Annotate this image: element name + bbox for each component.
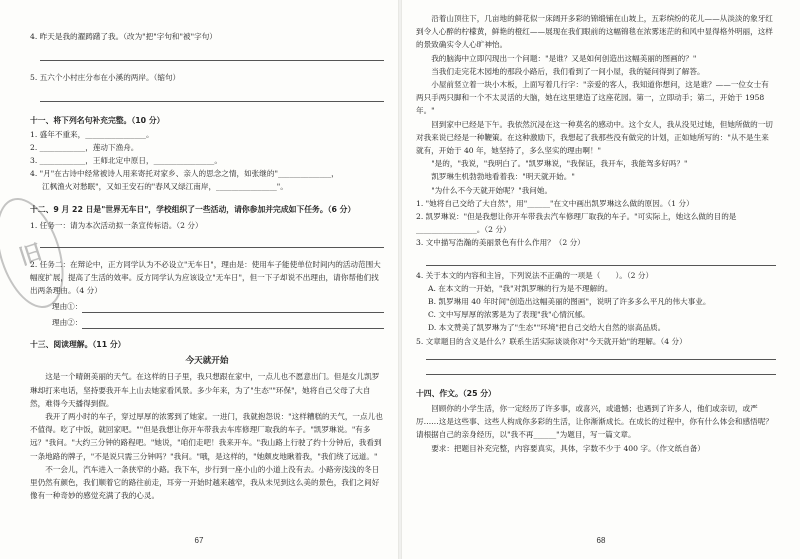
article-paragraph: 我开了两小时的车子，穿过厚厚的浓雾到了她家。一进门，我就抱怨说："这样糟糕的天气，一点儿也不值得。吃了中饭，就回家吧。""但是我想让你开车带我去车库修理厂取我的车子。"凯罗琳说。"有多远？"我问。"大约三分钟的路程吧。"她说，"咱们走吧！我来开车。"我山路上行驶了约十分钟后，我看到一条地路的牌子，"不是说只需三分钟吗？"我问。"哦，是这样的，"她颇皮地瞅着我，"我们绕了远道。" [30,412,383,461]
section-13-heading: 十三、阅读理解。（11 分） [30,340,126,350]
article-paragraph: 当我们走完花木园地的那段小路后，我们看到了一间小屋，我的疑问得到了解答。 [431,66,705,76]
article-paragraph: 不一会儿，汽车进入一条狭窄的小路。我下车，步行到一座小山的小道上没有去。小路旁浅浅的冬日里仍然有颜色，我们顺着它的路往前走，耳旁一开始时越来越窄，我从未见到这么美的景色，我们之间好像有一种奇妙的感觉充满了我的心灵。 [30,464,380,501]
library-stamp: 旧 [0,190,76,317]
page-number: 67 [194,536,204,545]
answer-line[interactable] [40,90,384,102]
question-5: 5. 五六个小村庄分布在小溪的两岸。（缩句） [30,73,181,83]
essay-requirement: 要求：把题目补充完整，内容要真实，具体，字数不少于 400 字。（作文纸自备） [431,443,705,453]
option-b[interactable]: B. 凯罗琳用 40 年时间"创造出这幅美丽的图画"，说明了许多多么平凡的伟大事业。 [428,297,711,307]
left-page-content [30,30,384,502]
answer-line[interactable] [426,363,776,375]
fill-item-2[interactable]: 2. ____________，莲动下渔舟。 [30,142,139,152]
left-page [0,0,398,559]
option-a[interactable]: A. 在本文的一开始，"我"对凯罗琳的行为是不理解的。 [428,283,613,293]
article-paragraph: 这是一个晴朗美丽的天气。在这样的日子里，我只想跟在家中，一点儿也不愿意出门。但是女儿凯罗琳却打来电话，坚持要我开车上山去她家看风景。多少年来，为了"生态""环保"，她将自己父母了大自然，难得今天播得到假。 [30,372,380,408]
right-page [402,0,800,559]
reading-question-5: 5. 文章题目的含义是什么？联系生活实际谈谈你对"今天就开始"的理解。（4 分） [416,336,687,346]
article-title: 今天就开始 [185,356,229,367]
fill-item-1[interactable]: 1. 盛年不重来，________________。 [30,129,154,139]
options-list [416,282,776,335]
article-paragraph: 我的脑海中立即闪现出一个问题："是谁？又是如何创造出这幅美丽的图画的？" [431,53,697,63]
reason-1: 理由①： [52,300,384,313]
article-paragraph: "是的，"我说，"我明白了。"凯罗琳说，"我保证，我开车，我能驾多好吗？" [431,159,688,169]
fill-item-4[interactable]: 4. "月"在古诗中经常被诗人用来寄托对家乡、亲人的思念之情，如张继的"______________， [30,169,339,179]
article-paragraph: 沿着山顶往下，几亩地的鲜花似一床阔开多彩的锦缎铺在山坡上，五彩缤纷的花儿——从淡淡的象牙红到令人心醉的柠檬黄，鲜艳的橙红——展现在我们眼前的这幅锦毯在浓雾迷茫的和风中显得格外明丽，这样的景致确实令人心旷神怡。 [416,14,773,50]
article-paragraph: 凯罗琳生机勃勃地看着我："明天就开始。" [431,172,575,182]
essay-prompt: 回顾你的小学生活，你一定经历了许多事，或喜兴，或遗憾；也遇到了许多人，他们或亲切，或严厉……这是这些事、这些人构成你多彩的生活，让你渐渐成长。在成长的过程中，你有什么体会和感悟呢？请根据自己的亲身经历，以"我不再______"为题目，写一篇文章。 [416,404,773,440]
reading-question-3: 3. 文中描写浩瀚的美丽景色有什么作用？（2 分） [416,238,585,248]
task-2: 2. 任务二：在辩论中，正方同学认为不必设立"无车日"，理由是：使用车子能使单位时间内的活动范围大幅度扩展，提高了生活的效率。反方同学认为应该设立"无车日"，但一下子却说不出理由，请你帮他们找出两条理由。（4 分） [30,260,381,296]
reading-question-1: 1. "她将自己交给了大自然"，用"______"在文中画出凯罗琳这么做的原因。（1 分） [416,198,694,208]
reasons-block [52,300,384,329]
answer-line[interactable] [426,348,776,360]
section-14-heading: 十四、作文。（25 分） [416,388,496,398]
answer-line[interactable] [40,236,384,248]
fill-item-3[interactable]: 3. ____________，王师北定中原日，________________。 [30,156,222,166]
reading-question-4: 4. 关于本文的内容和主旨，下列说法不正确的一项是（ ）。（2 分） [416,270,654,280]
reason-2-line[interactable] [82,317,384,329]
reason-1-line[interactable] [82,301,384,313]
answer-line[interactable] [426,254,776,266]
page-number: 68 [596,536,606,545]
article-paragraph: "为什么不今天就开始呢？"我问她。 [431,185,553,195]
right-page-content [416,12,776,455]
option-d[interactable]: D. 本文赞美了凯罗琳为了"生态""环境"把自己交给大自然的崇高品质。 [428,323,666,333]
section-12-heading: 十二、9 月 22 日是"世界无车日"，学校组织了一些活动，请你参加并完成如下任务。（6 分） [30,204,356,214]
fill-item-4-continued[interactable]: 江枫渔火对愁眠"，又如王安石的"春风又绿江南岸，________________"。 [42,182,288,192]
section-11-heading: 十一、将下列名句补充完整。（10 分） [30,116,165,126]
question-4: 4. 昨天是我的濯踌躇了我。（改为"把"字句和"被"字句） [30,32,217,41]
reading-question-2: 2. 凯罗琳说："但是我想让你开车带我去汽车修理厂取我的车子。"可实际上，她这么做的目的是________________。（2 分） [416,212,737,235]
article-paragraph: 回到家中已经是下午。我依然沉浸在这一种莫名的感动中。这个女人，我从没见过她，但她所做的一切对我来说已经是一种鞭策。在这种激励下，我想起了我那些没有做完的计划，正如她所写的："从不是生来就有，开始于 40 年，她坚持了，多么坚实的理由啊！" [416,119,773,156]
option-c[interactable]: C. 文中写厚厚的浓雾是为了表现"我"心情沉郁。 [428,310,590,320]
article-paragraph: 小屋前竖立着一块小木板，上面写着几行字："亲爱的客人，我知道你想问，这是谁？——一位女士有两只手两只脚和一个不太灵活的大脑，她在这里建造了这座花园。第一，立即动手；第二，开始于 1958 年。" [416,80,769,116]
answer-line[interactable] [40,49,384,61]
task-1: 1. 任务一：请为本次活动拟一条宣传标语。（2 分） [30,220,203,230]
reason-2: 理由②： [52,316,384,329]
